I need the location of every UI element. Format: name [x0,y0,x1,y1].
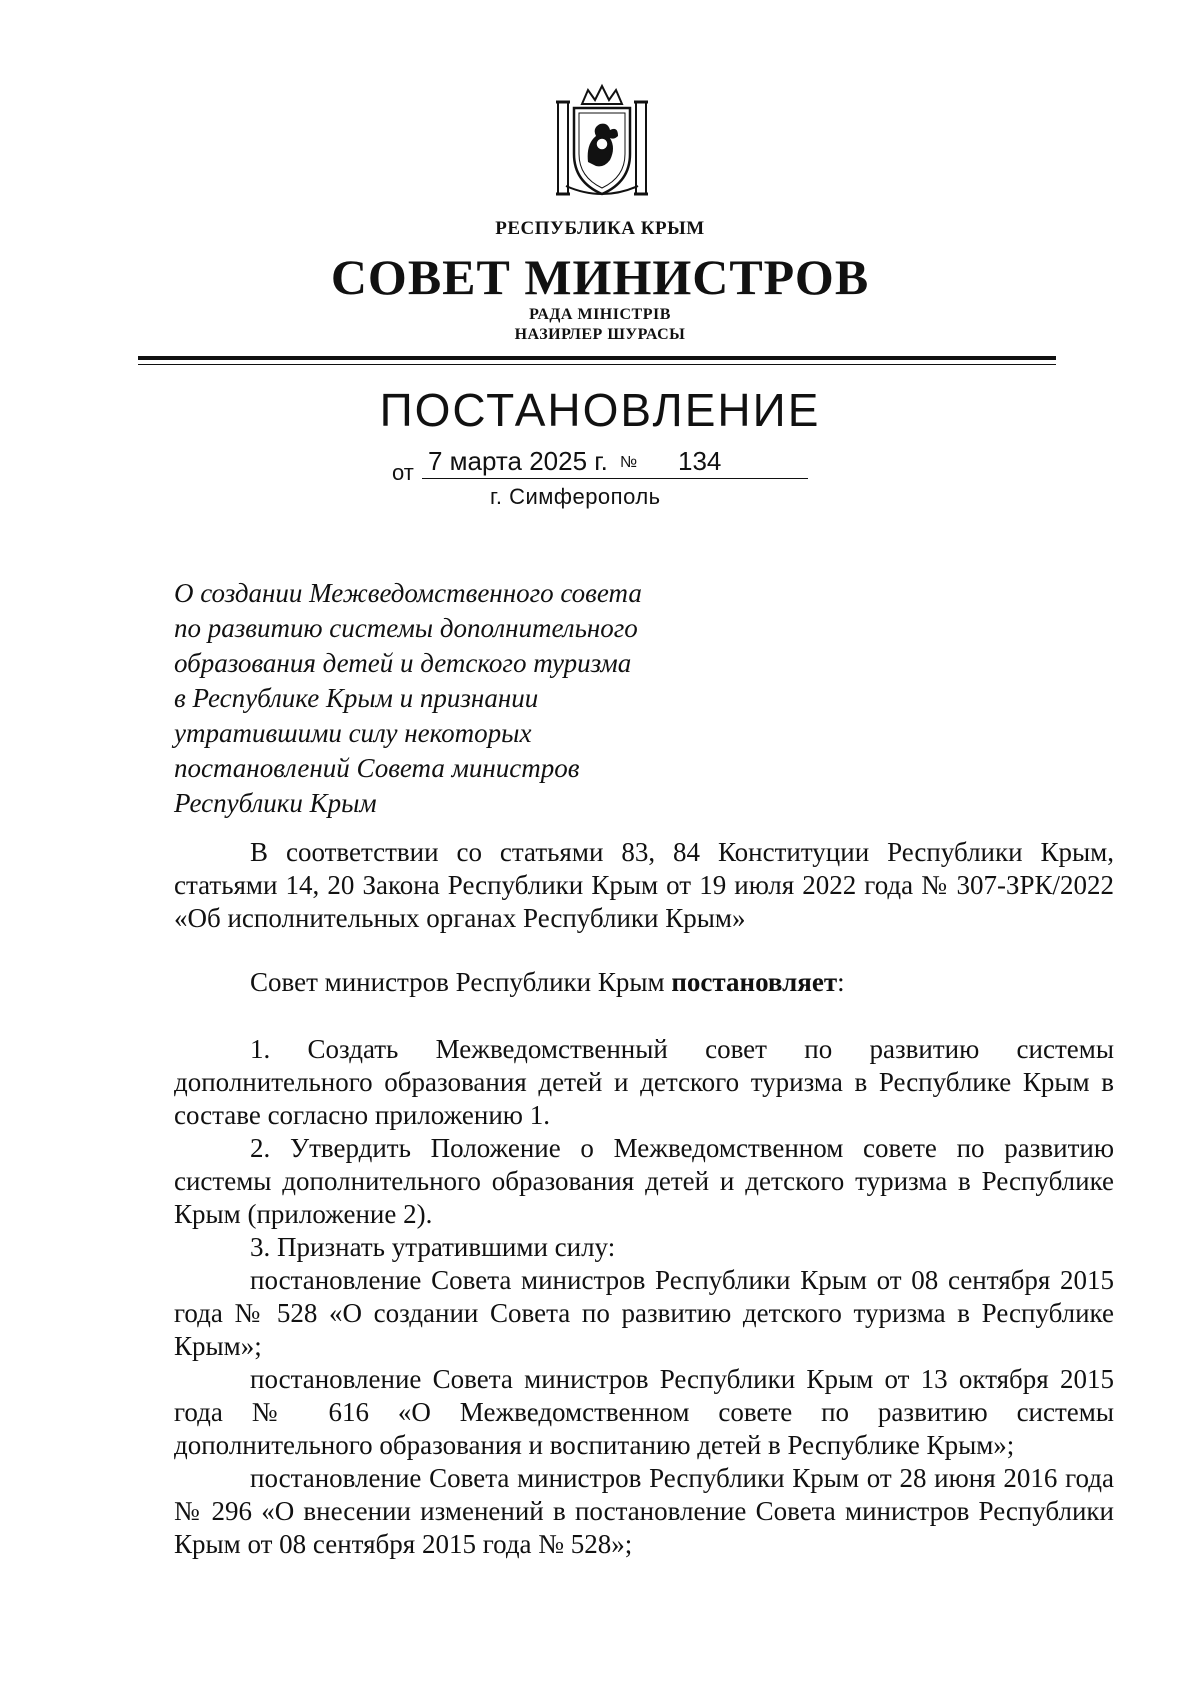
list-item: 3. Признать утратившими силу: [250,1232,616,1262]
document-date-line [392,446,812,486]
title-line: утратившими силу некоторых [174,718,532,748]
decree-items [174,1033,1114,1561]
decree-paragraph [174,966,1114,999]
list-item: постановление Совета министров Республики Крым от 08 сентября 2015 года № 528 «О создании Совета по развитию детского туризма в Республике Крым»; [174,1265,1114,1361]
number-label: № [620,454,638,471]
title-line: постановлений Совета министров [174,753,580,783]
title-line: в Республике Крым и признании [174,683,539,713]
title-line: по развитию системы дополнительного [174,613,638,643]
title-line: образования детей и детского туризма [174,648,632,678]
header-divider-thick [138,356,1056,360]
title-line: Республики Крым [174,788,377,818]
crimea-coat-of-arms-icon [552,82,652,202]
council-title: СОВЕТ МИНИСТРОВ [330,249,870,305]
list-item: 2. Утвердить Положение о Межведомственном совете по развитию системы дополнительного образования детей и детского туризма в Республике Крым (приложение 2). [174,1133,1114,1229]
document-date: 7 марта 2025 г. [428,446,608,476]
decree-prefix: Совет министров Республики Крым [250,967,672,997]
preamble-text: В соответствии со статьями 83, 84 Конституции Республики Крым, статьями 14, 20 Закона Республики Крым от 19 июля 2022 года № 307-ЗРК/2022 «Об исполнительных органах Республики Крым» [174,837,1114,933]
document-type: ПОСТАНОВЛЕНИЕ [379,384,821,436]
preamble [174,836,1114,935]
list-item: постановление Совета министров Республики Крым от 13 октября 2015 года № 616 «О Межведомственном совете по развитию системы дополнительного образования и воспитанию детей в Республике Крым»; [174,1364,1114,1460]
date-prefix: от [392,460,414,485]
republic-label: РЕСПУБЛИКА КРЫМ [495,218,705,239]
council-title-crh: НАЗИРЛЕР ШУРАСЫ [514,326,686,343]
list-item: 1. Создать Межведомственный совет по развитию системы дополнительного образования детей и детского туризма в Республике Крым в составе согласно приложению 1. [174,1034,1114,1130]
date-underline [422,478,808,479]
decree-line [174,966,1114,999]
decree-suffix: : [837,967,845,997]
title-line: О создании Межведомственного совета [174,578,642,608]
list-item: постановление Совета министров Республики Крым от 28 июня 2016 года № 296 «О внесении изменений в постановление Совета министров Республики Крым от 08 сентября 2015 года № 528»; [174,1463,1114,1559]
header-divider-thin [138,364,1056,365]
decree-verb: постановляет [671,967,838,997]
document-title [174,576,694,821]
council-title-ukr: РАДА МІНІСТРІВ [529,306,671,323]
document-city: г. Симферополь [490,484,661,509]
document-number: 134 [678,446,722,476]
